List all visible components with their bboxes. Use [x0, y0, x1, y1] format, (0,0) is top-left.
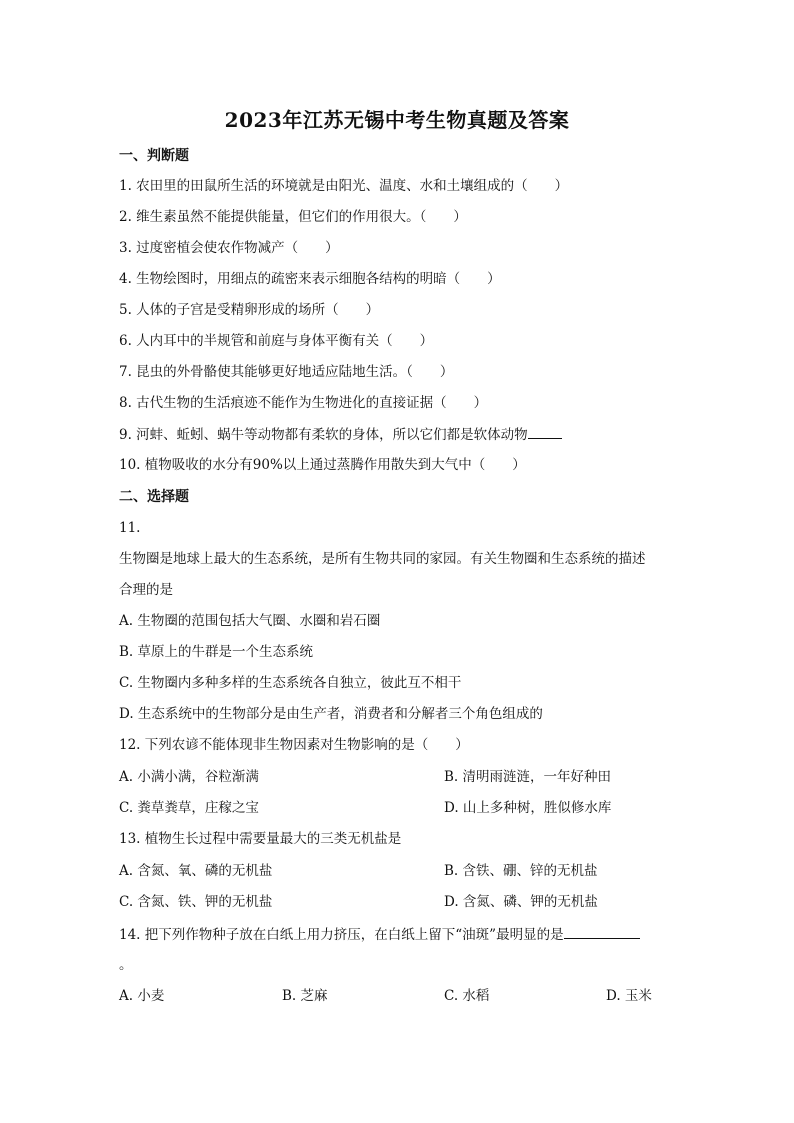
question-11-option-c: C. 生物圈内多种多样的生态系统各自独立，彼此互不相干: [119, 675, 462, 691]
question-13-option-c: C. 含氮、铁、钾的无机盐: [119, 894, 273, 910]
question-12-option-d: D. 山上多种树，胜似修水库: [444, 800, 612, 816]
section-heading-judge: 一、判断题: [119, 148, 189, 164]
question-12-option-c: C. 粪草粪草，庄稼之宝: [119, 800, 259, 816]
judge-item-9: [119, 424, 562, 445]
question-14-stem-text: 14. 把下列作物种子放在白纸上用力挤压，在白纸上留下“油斑”最明显的是: [119, 927, 564, 943]
judge-item-7: 7. 昆虫的外骨骼使其能够更好地适应陆地生活。（ ）: [119, 364, 454, 380]
answer-blank: [564, 924, 640, 939]
question-14-stem: [119, 924, 640, 945]
question-13-option-a: A. 含氮、氧、磷的无机盐: [119, 863, 273, 879]
question-14-stem-tail: 。: [119, 957, 133, 973]
judge-item-5: 5. 人体的子宫是受精卵形成的场所（ ）: [119, 302, 380, 318]
judge-item-1: 1. 农田里的田鼠所生活的环境就是由阳光、温度、水和土壤组成的（ ）: [119, 178, 569, 194]
section-heading-choice: 二、选择题: [119, 489, 189, 505]
answer-blank: [528, 424, 562, 439]
question-14-option-a: A. 小麦: [119, 988, 165, 1004]
question-11-number: 11.: [119, 520, 141, 536]
question-11-stem-line1: 生物圈是地球上最大的生态系统，是所有生物共同的家园。有关生物圈和生态系统的描述: [119, 551, 646, 567]
question-12-option-b: B. 清明雨涟涟，一年好种田: [444, 769, 612, 785]
judge-item-9-text: 9. 河蚌、蚯蚓、蜗牛等动物都有柔软的身体，所以它们都是软体动物: [119, 427, 528, 443]
question-14-option-c: C. 水稻: [444, 988, 490, 1004]
judge-item-2: 2. 维生素虽然不能提供能量，但它们的作用很大。（ ）: [119, 209, 467, 225]
judge-item-6: 6. 人内耳中的半规管和前庭与身体平衡有关（ ）: [119, 333, 434, 349]
page-title: 2023年江苏无锡中考生物真题及答案: [224, 108, 570, 132]
question-14-option-b: B. 芝麻: [282, 988, 328, 1004]
question-11-stem-line2: 合理的是: [119, 582, 173, 598]
question-13-option-b: B. 含铁、硼、锌的无机盐: [444, 863, 598, 879]
question-14-option-d: D. 玉米: [606, 988, 652, 1004]
judge-item-10: 10. 植物吸收的水分有90%以上通过蒸腾作用散失到大气中（ ）: [119, 457, 526, 473]
judge-item-3: 3. 过度密植会使农作物减产（ ）: [119, 240, 339, 256]
question-12-stem: 12. 下列农谚不能体现非生物因素对生物影响的是（ ）: [119, 737, 469, 753]
question-11-option-d: D. 生态系统中的生物部分是由生产者，消费者和分解者三个角色组成的: [119, 706, 543, 722]
question-11-option-b: B. 草原上的牛群是一个生态系统: [119, 644, 314, 660]
judge-item-8: 8. 古代生物的生活痕迹不能作为生物进化的直接证据（ ）: [119, 395, 488, 411]
question-12-option-a: A. 小满小满，谷粒渐满: [119, 769, 259, 785]
question-13-stem: 13. 植物生长过程中需要量最大的三类无机盐是: [119, 831, 402, 847]
question-11-option-a: A. 生物圈的范围包括大气圈、水圈和岩石圈: [119, 613, 381, 629]
judge-item-4: 4. 生物绘图时，用细点的疏密来表示细胞各结构的明暗（ ）: [119, 271, 501, 287]
question-13-option-d: D. 含氮、磷、钾的无机盐: [444, 894, 598, 910]
